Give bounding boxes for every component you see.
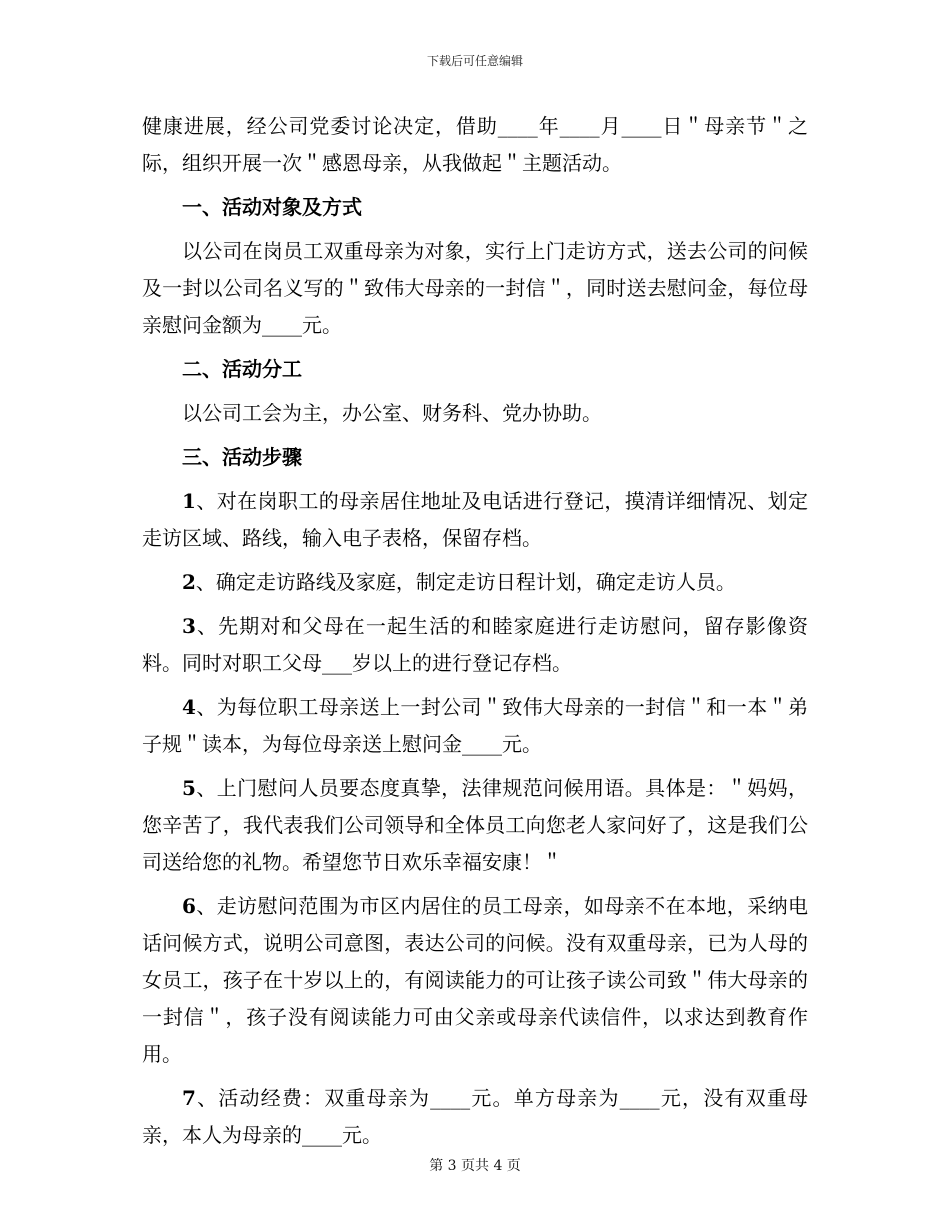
- document-body: [142, 108, 808, 1161]
- step-text: 、确定走访路线及家庭，制定走访日程计划，确定走访人员。: [195, 570, 736, 594]
- intro-paragraph: 健康进展，经公司党委讨论决定，借助____年____月____日＂母亲节＂之际，组织开展一次＂感恩母亲，从我做起＂主题活动。: [142, 114, 808, 175]
- step-item-2: [142, 564, 808, 601]
- step-text: 、走访慰问范围为市区内居住的员工母亲，如母亲不在本地，采纳电话问候方式，说明公司意图，表达公司的问候。没有双重母亲，已为人母的女员工，孩子在十岁以上的，有阅读能力的可让孩子读公司致＂伟大母亲的一封信＂，孩子没有阅读能力可由父亲或母亲代读信件，以求达到教育作用。: [142, 894, 808, 1066]
- step-text: 、活动经费：双重母亲为____元。单方母亲为____元，没有双重母亲，本人为母亲的____元。: [142, 1086, 808, 1147]
- step-item-4: [142, 689, 808, 763]
- step-text: 、为每位职工母亲送上一封公司＂致伟大母亲的一封信＂和一本＂弟子规＂读本，为每位母亲送上慰问金____元。: [142, 695, 808, 756]
- step-item-7: [142, 1080, 808, 1154]
- step-number: 7: [182, 1086, 196, 1110]
- step-item-5: [142, 770, 808, 881]
- section-heading-1: 一、活动对象及方式: [182, 195, 362, 219]
- step-number: 3: [182, 614, 196, 638]
- step-item-3: [142, 608, 808, 682]
- step-number: 5: [182, 776, 196, 800]
- step-text: 、先期对和父母在一起生活的和睦家庭进行走访慰问，留存影像资料。同时对职工父母___岁以上的进行登记存档。: [142, 614, 808, 675]
- section-body-2: 以公司工会为主，办公室、财务科、党办协助。: [182, 401, 602, 425]
- section-heading-2: 二、活动分工: [182, 357, 302, 381]
- section-body-1: 以公司在岗员工双重母亲为对象，实行上门走访方式，送去公司的问候及一封以公司名义写的＂致伟大母亲的一封信＂，同时送去慰问金，每位母亲慰问金额为____元。: [142, 239, 808, 337]
- step-item-1: [142, 483, 808, 557]
- step-number: 4: [182, 695, 196, 719]
- step-number: 2: [182, 570, 196, 594]
- step-number: 1: [182, 489, 196, 513]
- page-number: 第 3 页共 4 页: [429, 1158, 521, 1174]
- step-text: 、对在岗职工的母亲居住地址及电话进行登记，摸清详细情况、划定走访区域、路线，输入电子表格，保留存档。: [142, 489, 808, 550]
- page-header: 下载后可任意编辑: [426, 54, 523, 68]
- step-text: 、上门慰问人员要态度真挚，法律规范问候用语。具体是：＂妈妈，您辛苦了，我代表我们公司领导和全体员工向您老人家问好了，这是我们公司送给您的礼物。希望您节日欢乐幸福安康！＂: [142, 776, 808, 874]
- step-item-6: [142, 888, 808, 1073]
- section-heading-3: 三、活动步骤: [182, 445, 302, 469]
- step-number: 6: [182, 894, 196, 918]
